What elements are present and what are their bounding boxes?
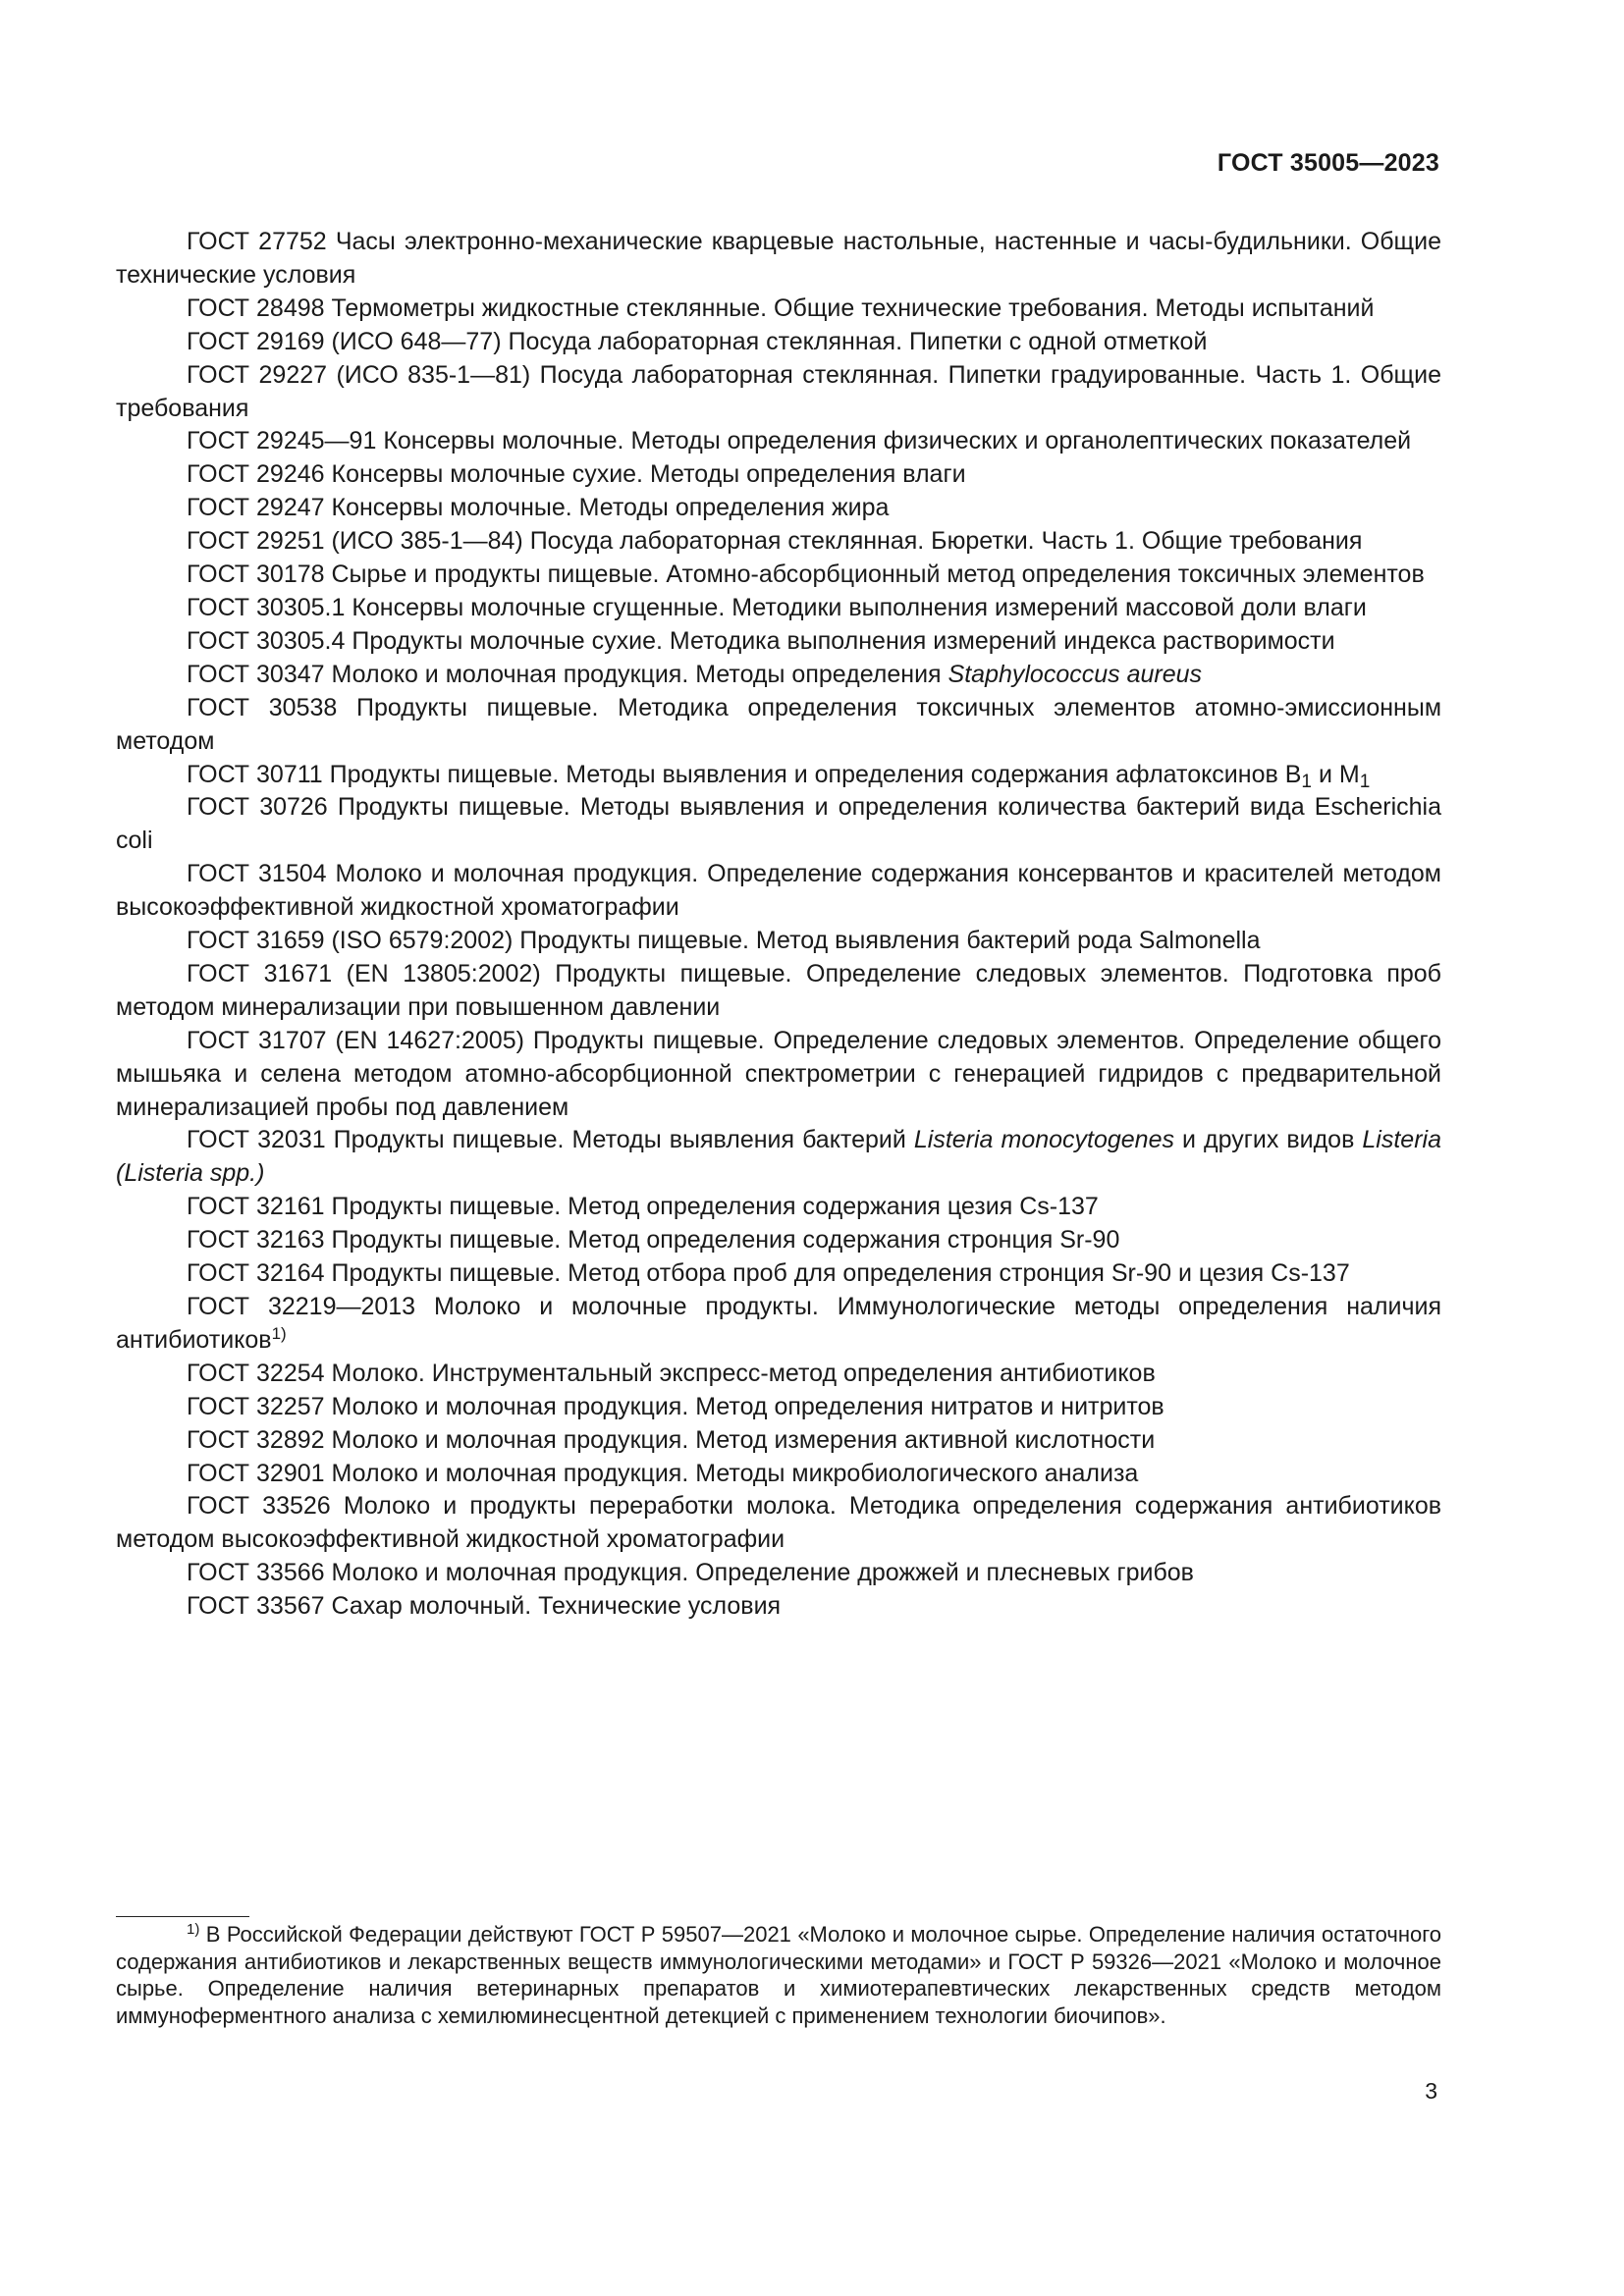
- reference-code: ГОСТ 32031: [187, 1126, 326, 1154]
- reference-entry: [116, 1291, 1441, 1358]
- reference-entry: [116, 559, 1441, 592]
- reference-title: Посуда лабораторная стеклянная. Пипетки с одной отметкой: [508, 327, 1208, 355]
- reference-entry: [116, 1557, 1441, 1590]
- toxin-b: B: [1284, 760, 1302, 788]
- reference-entry: [116, 525, 1441, 559]
- reference-code: ГОСТ 29251 (ИСО 385-1—84): [187, 527, 523, 556]
- organism-name: Listeria monocytogenes: [913, 1126, 1174, 1154]
- reference-entry: [116, 592, 1441, 625]
- reference-title: Молоко и молочная продукция. Метод измерения активной кислотности: [331, 1425, 1156, 1454]
- reference-code: ГОСТ 32161: [187, 1193, 325, 1221]
- reference-code: ГОСТ 30726: [187, 793, 328, 822]
- reference-title-cont: и других видов: [1182, 1126, 1355, 1154]
- reference-title: Продукты пищевые. Метод определения содержания цезия Cs-137: [331, 1193, 1099, 1221]
- reference-entry: [116, 791, 1441, 858]
- reference-code: ГОСТ 30305.1: [187, 593, 346, 621]
- reference-title: Продукты пищевые. Определение следовых элементов. Подготовка проб методом минерализации при повышенном давлении: [116, 959, 1442, 1021]
- reference-code: ГОСТ 32219—2013: [187, 1293, 416, 1320]
- reference-title: Посуда лабораторная стеклянная. Бюретки. Часть 1. Общие требования: [529, 527, 1363, 556]
- reference-title: Молоко и продукты переработки молока. Методика определения содержания антибиотиков методом высокоэффективной жидкостной хроматографии: [116, 1492, 1442, 1554]
- reference-code: ГОСТ 33566: [187, 1559, 325, 1587]
- reference-title: Часы электронно-механические кварцевые настольные, настенные и часы-будильники. Общие технические условия: [116, 228, 1441, 289]
- footnote-paragraph: [116, 1921, 1441, 2029]
- reference-entry: [116, 1590, 1441, 1624]
- reference-title: Консервы молочные. Методы определения жира: [331, 494, 890, 522]
- reference-entry: [116, 692, 1441, 759]
- reference-code: ГОСТ 32254: [187, 1359, 325, 1387]
- footnote-separator: [116, 1916, 249, 1917]
- organism-name: Staphylococcus aureus: [947, 660, 1203, 688]
- reference-title: Продукты пищевые. Методы выявления и определения количества бактерий вида Escherichia coli: [116, 793, 1441, 855]
- reference-code: ГОСТ 30178: [187, 561, 325, 589]
- reference-title: Продукты пищевые. Метод отбора проб для определения стронция Sr-90 и цезия Cs-137: [331, 1259, 1350, 1288]
- reference-code: ГОСТ 32892: [187, 1425, 325, 1454]
- footnote-text: В Российской Федерации действуют ГОСТ Р 59507—2021 «Молоко и молочное сырье. Определение наличия остаточного содержания антибиотиков и лекарственных веществ иммунологическими методами» и ГОСТ Р 59326—2021 «Молоко и молочное сырье. Определение наличия ветеринарных препаратов и химиотерапевтических лекарственных средств методом иммуноферментного анализа с хемилюминесцентной детекцией с применением технологии биочипов».: [116, 1922, 1441, 2028]
- reference-code: ГОСТ 32163: [187, 1226, 325, 1255]
- document-header: ГОСТ 35005—2023: [1217, 149, 1439, 177]
- reference-entry: [116, 858, 1441, 925]
- reference-code: ГОСТ 32257: [187, 1392, 325, 1420]
- toxin-m: и M: [1318, 760, 1360, 788]
- reference-entry: [116, 1257, 1441, 1291]
- normative-references-list: [116, 226, 1441, 1624]
- reference-entry: [116, 458, 1441, 492]
- reference-entry: [116, 925, 1441, 958]
- reference-title: Молоко и молочные продукты. Иммунологические методы определения наличия антибиотиков: [116, 1293, 1441, 1354]
- reference-title: Молоко и молочная продукция. Определение содержания консервантов и красителей методом высокоэффективной жидкостной хроматографии: [116, 860, 1441, 922]
- footnote-marker: 1): [271, 1323, 287, 1343]
- reference-entry: [116, 1025, 1441, 1125]
- reference-code: ГОСТ 32164: [187, 1259, 325, 1288]
- reference-code: ГОСТ 31707 (EN 14627:2005): [187, 1026, 524, 1054]
- reference-code: ГОСТ 32901: [187, 1459, 325, 1487]
- reference-entry: [116, 958, 1441, 1025]
- reference-title: Консервы молочные сухие. Методы определения влаги: [331, 460, 966, 489]
- reference-title: Молоко и молочная продукция. Метод определения нитратов и нитритов: [331, 1392, 1164, 1420]
- reference-code: ГОСТ 29246: [187, 460, 325, 489]
- reference-code: ГОСТ 29247: [187, 494, 325, 522]
- reference-code: ГОСТ 31659 (ISO 6579:2002): [187, 927, 514, 955]
- reference-title: Молоко и молочная продукция. Определение дрожжей и плесневых грибов: [331, 1559, 1194, 1587]
- reference-title: Продукты пищевые. Метод выявления бактерий рода Salmonella: [519, 927, 1261, 955]
- reference-title: Сахар молочный. Технические условия: [331, 1592, 782, 1621]
- reference-code: ГОСТ 31671 (EN 13805:2002): [187, 959, 541, 988]
- reference-code: ГОСТ 29169 (ИСО 648—77): [187, 327, 502, 355]
- reference-title: Молоко и молочная продукция. Методы микробиологического анализа: [331, 1459, 1139, 1487]
- reference-code: ГОСТ 27752: [187, 228, 327, 255]
- reference-code: ГОСТ 28498: [187, 294, 325, 322]
- reference-code: ГОСТ 29227 (ИСО 835-1—81): [187, 360, 531, 389]
- footnote-marker: 1): [187, 1921, 200, 1938]
- reference-entry: [116, 326, 1441, 359]
- reference-entry: [116, 293, 1441, 326]
- reference-code: ГОСТ 33526: [187, 1492, 331, 1521]
- reference-entry: [116, 1191, 1441, 1224]
- reference-title: Продукты пищевые. Методика определения токсичных элементов атомно-эмиссионным методом: [116, 693, 1442, 755]
- reference-code: ГОСТ 31504: [187, 860, 327, 888]
- reference-title: Продукты пищевые. Определение следовых элементов. Определение общего мышьяка и селена методом атомно-абсорбционной спектрометрии с генерацией гидридов с предварительной минерализацией пробы под давлением: [116, 1026, 1442, 1121]
- reference-code: ГОСТ 33567: [187, 1592, 325, 1621]
- reference-entry: [116, 1358, 1441, 1391]
- reference-title: Консервы молочные. Методы определения физических и органолептических показателей: [383, 427, 1412, 455]
- reference-title: Сырье и продукты пищевые. Атомно-абсорбционный метод определения токсичных элементов: [331, 561, 1425, 589]
- reference-title: Молоко и молочная продукция. Методы определения: [331, 660, 942, 688]
- reference-title: Продукты пищевые. Метод определения содержания стронция Sr-90: [331, 1226, 1120, 1255]
- reference-title: Термометры жидкостные стеклянные. Общие технические требования. Методы испытаний: [331, 294, 1375, 322]
- reference-title: Продукты пищевые. Методы выявления бактерий: [333, 1126, 906, 1154]
- organism-name: Listeria (Listeria spp.): [116, 1126, 1441, 1188]
- reference-entry: [116, 1391, 1441, 1424]
- reference-entry: [116, 425, 1441, 458]
- reference-title: Консервы молочные сгущенные. Методики выполнения измерений массовой доли влаги: [352, 593, 1367, 621]
- reference-entry: [116, 1224, 1441, 1257]
- subscript: 1: [1301, 771, 1312, 792]
- reference-code: ГОСТ 30347: [187, 660, 325, 688]
- reference-code: ГОСТ 30538: [187, 693, 338, 721]
- reference-title: Посуда лабораторная стеклянная. Пипетки градуированные. Часть 1. Общие требования: [116, 360, 1441, 422]
- reference-entry: [116, 1424, 1441, 1458]
- reference-entry: [116, 1124, 1441, 1191]
- reference-code: ГОСТ 30711: [187, 760, 323, 788]
- reference-entry: [116, 1458, 1441, 1491]
- reference-entry: [116, 659, 1441, 692]
- reference-entry: [116, 226, 1441, 293]
- reference-code: ГОСТ 30305.4: [187, 626, 346, 655]
- reference-entry: [116, 625, 1441, 659]
- reference-entry: [116, 359, 1441, 426]
- footnote: [116, 1921, 1441, 2029]
- reference-entry: [116, 759, 1441, 792]
- page-number: 3: [1425, 2078, 1437, 2104]
- reference-title: Молоко. Инструментальный экспресс-метод определения антибиотиков: [331, 1359, 1156, 1387]
- reference-title: Продукты пищевые. Методы выявления и определения содержания афлатоксинов: [329, 760, 1278, 788]
- reference-entry: [116, 492, 1441, 525]
- reference-title: Продукты молочные сухие. Методика выполнения измерений индекса растворимости: [352, 626, 1335, 655]
- reference-entry: [116, 1490, 1441, 1557]
- reference-code: ГОСТ 29245—91: [187, 427, 377, 455]
- subscript: 1: [1359, 771, 1371, 792]
